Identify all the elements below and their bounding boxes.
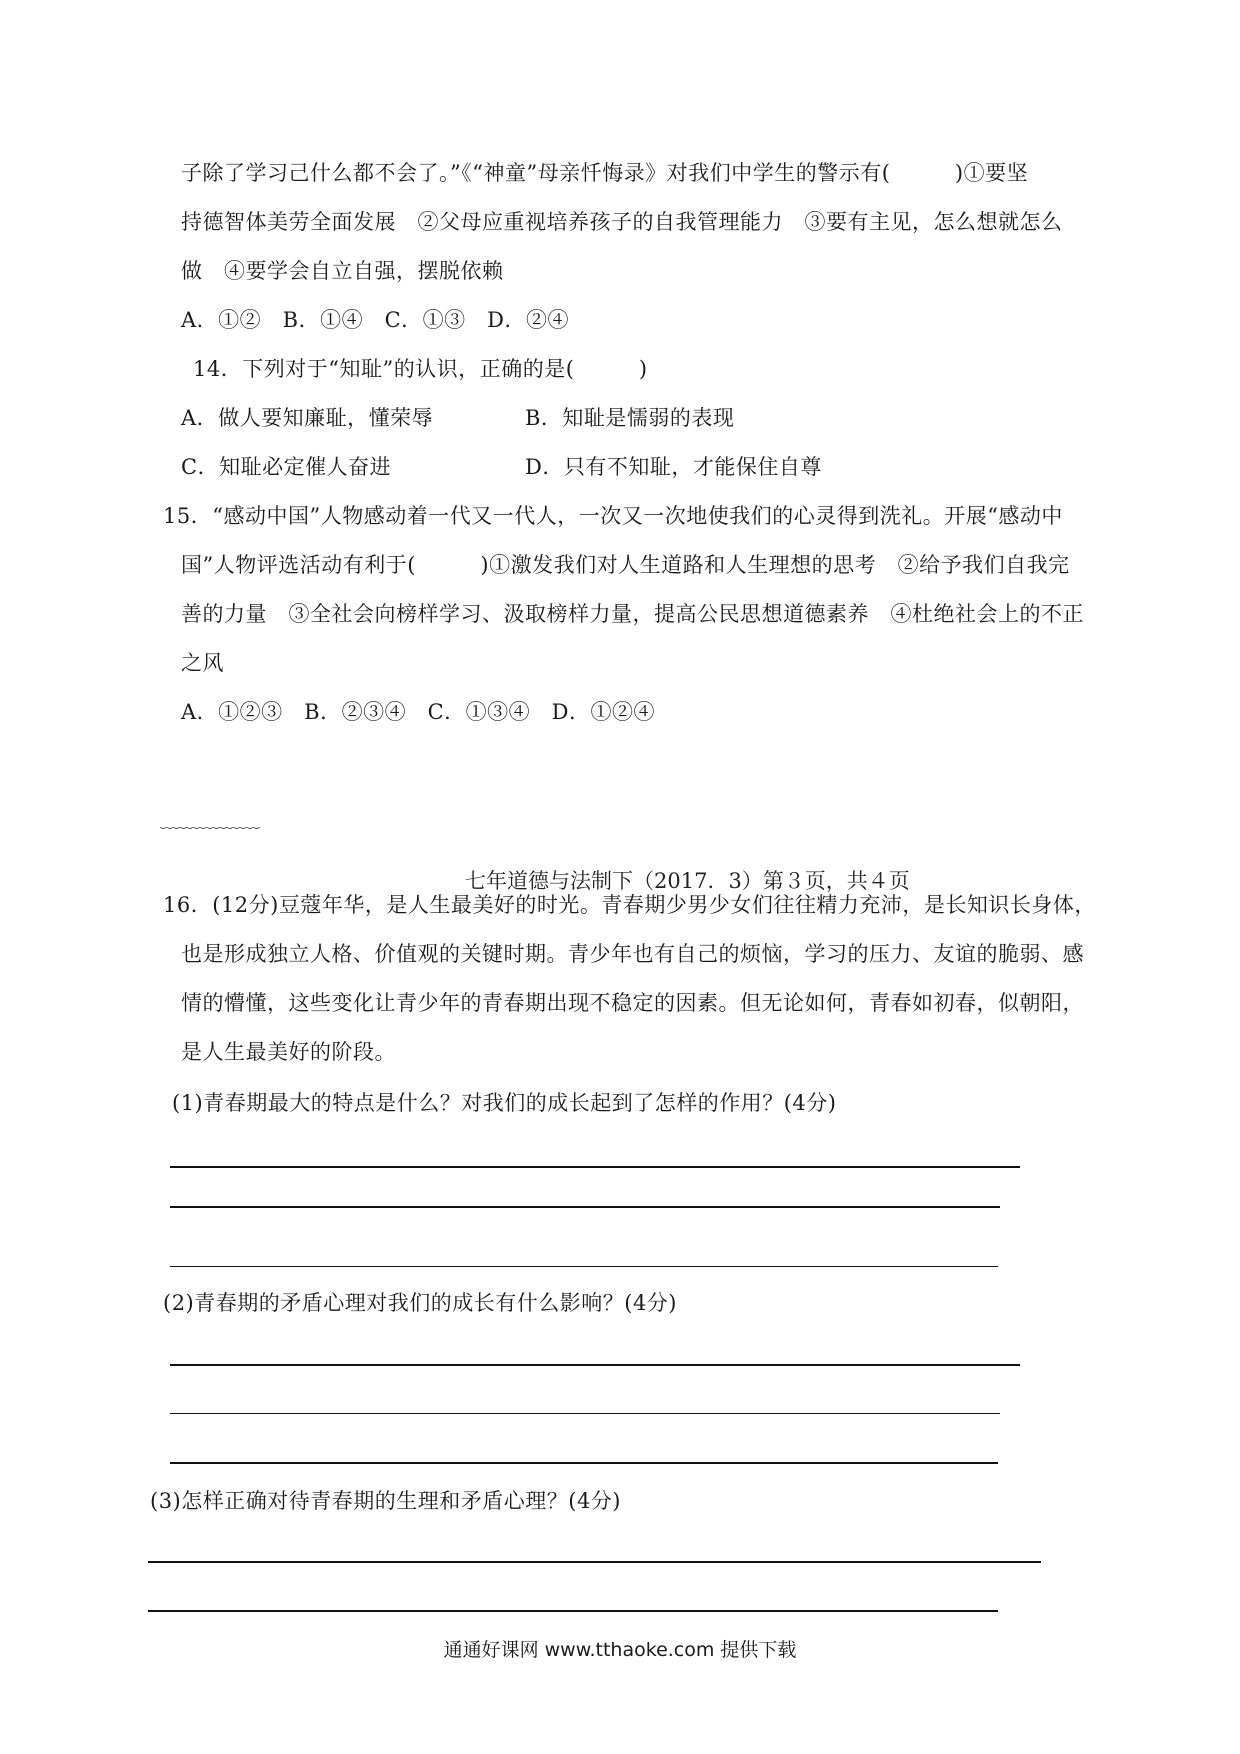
q16-sub1: (1)青春期最大的特点是什么？对我们的成长起到了怎样的作用？(4分) (172, 1091, 837, 1115)
q15-line-2: 国”人物评选活动有利于( )①激发我们对人生道路和人生理想的思考 ②给予我们自我完 (181, 553, 1070, 577)
q15-line-1: 15．“感动中国”人物感动着一代又一代人，一次又一次地使我们的心灵得到洗礼。开展“感动中 (163, 504, 1063, 528)
q15-line-3: 善的力量 ③全社会向榜样学习、汲取榜样力量，提高公民思想道德素养 ④杜绝社会上的不正 (181, 602, 1084, 626)
answer-line (148, 1610, 998, 1612)
q14-stem: 14．下列对于“知耻”的认识，正确的是( ) (193, 357, 648, 381)
q16-line-4: 是人生最美好的阶段。 (181, 1040, 396, 1064)
scan-marks: ﹋﹋﹋﹋﹋ (160, 825, 260, 849)
q13-line-2: 持德智体美劳全面发展 ②父母应重视培养孩子的自我管理能力 ③要有主见，怎么想就怎么 (181, 210, 1063, 234)
q14-option-c: C．知耻必定催人奋进 (181, 455, 392, 479)
q15-options: A．①②③ B．②③④ C．①③④ D．①②④ (181, 700, 656, 724)
q16-line-1: 16．(12分)豆蔻年华，是人生最美好的时光。青春期少男少女们往往精力充沛，是长知识长身体， (163, 893, 1096, 917)
q16-sub3: (3)怎样正确对待青春期的生理和矛盾心理？(4分) (150, 1489, 621, 1513)
answer-line (170, 1413, 1000, 1414)
footer-source: 通通好课网 www.tthaoke.com 提供下载 (443, 1639, 797, 1661)
q13-line-1: 子除了学习己什么都不会了。”《“神童”母亲忏悔录》对我们中学生的警示有( )①要坚 (181, 161, 1029, 185)
page-header-cut (465, 869, 925, 893)
q14-option-d: D．只有不知耻，才能保住自尊 (525, 455, 822, 479)
q16-sub2: (2)青春期的矛盾心理对我们的成长有什么影响？(4分) (163, 1291, 677, 1315)
page-header-text: 七年道德与法制下（2017．3）第３页，共４页 (465, 869, 910, 893)
q16-line-2: 也是形成独立人格、价值观的关键时期。青少年也有自己的烦恼，学习的压力、友谊的脆弱、感 (181, 942, 1084, 966)
q14-option-a: A．做人要知廉耻，懂荣辱 (181, 406, 434, 430)
answer-line (170, 1364, 1020, 1366)
q13-options: A．①② B．①④ C．①③ D．②④ (181, 308, 570, 332)
q14-option-b: B．知耻是懦弱的表现 (525, 406, 735, 430)
answer-line (170, 1462, 998, 1464)
q16-line-3: 情的懵懂，这些变化让青少年的青春期出现不稳定的因素。但无论如何，青春如初春，似朝阳， (181, 991, 1084, 1015)
answer-line (170, 1206, 1000, 1208)
answer-line (170, 1166, 1020, 1168)
answer-line (148, 1561, 1041, 1563)
q15-line-4: 之风 (181, 651, 224, 675)
q13-line-3: 做 ④要学会自立自强，摆脱依赖 (181, 259, 504, 283)
answer-line (170, 1266, 998, 1267)
